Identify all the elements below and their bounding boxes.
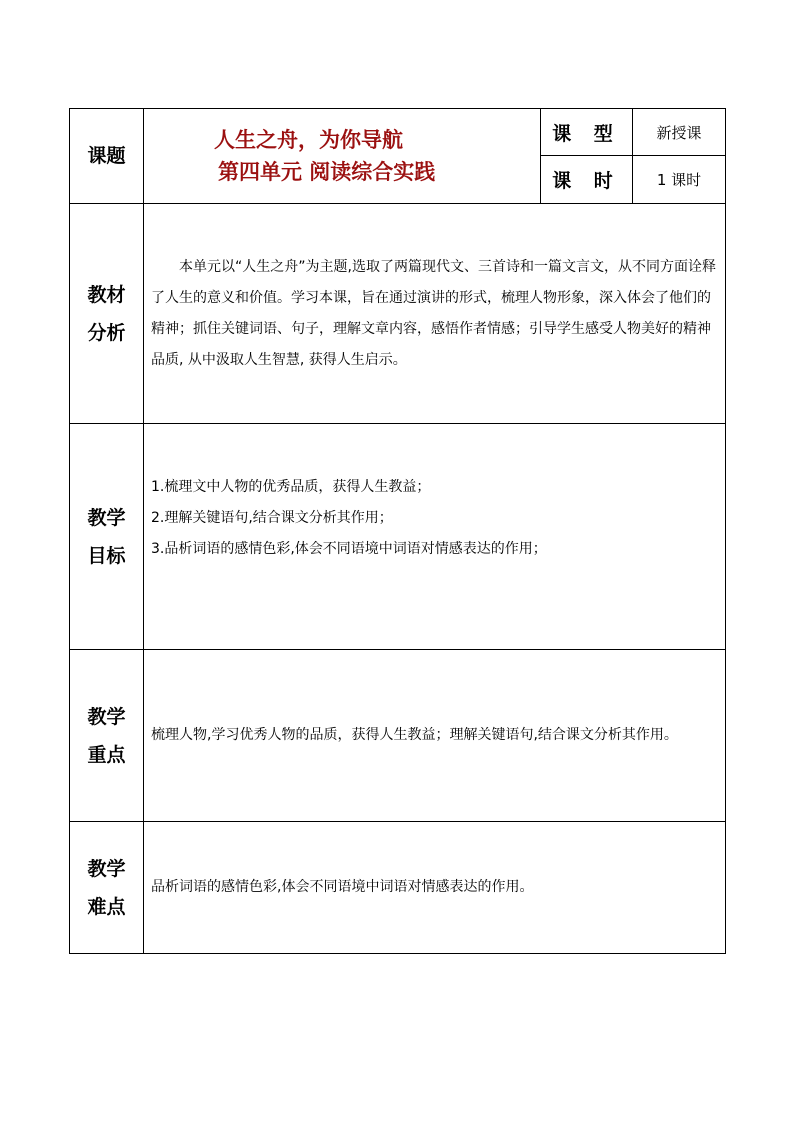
key-points-content: [144, 650, 726, 822]
key-points-label: 教学 重点: [70, 650, 144, 822]
goals-row: [70, 424, 726, 650]
goal-item: 3.品析词语的感情色彩,体会不同语境中词语对情感表达的作用；: [151, 541, 547, 557]
lesson-hours-value: 1 课时: [633, 156, 726, 204]
key-points-row: [70, 650, 726, 822]
analysis-content: [144, 204, 726, 424]
topic-label: 课题: [70, 109, 144, 204]
analysis-row: [70, 204, 726, 424]
lesson-hours-label: 课 时: [541, 156, 633, 204]
analysis-label: 教材 分析: [70, 204, 144, 424]
difficulties-label: 教学 难点: [70, 822, 144, 954]
lesson-title-line2: 第四单元 阅读综合实践: [218, 159, 436, 184]
lesson-title-line1: 人生之舟，为你导航: [214, 127, 403, 152]
lesson-type-value: 新授课: [633, 109, 726, 156]
goal-item: 1.梳理文中人物的优秀品质，获得人生教益；: [151, 479, 431, 495]
key-points-text: 梳理人物,学习优秀人物的品质，获得人生教益；理解关键语句,结合课文分析其作用。: [151, 727, 678, 743]
analysis-text: 本单元以“人生之舟”为主题,选取了两篇现代文、三首诗和一篇文言文，从不同方面诠释了人生的意义和价值。学习本课，旨在通过演讲的形式，梳理人物形象，深入体会了他们的精神；抓住关键词语、句子，理解文章内容，感悟作者情感；引导学生感受人物美好的精神品质, 从中汲取人生智慧, 获得人生启示。: [151, 258, 716, 368]
lesson-type-label: 课 型: [541, 109, 633, 156]
goals-content: [144, 424, 726, 650]
goal-item: 2.理解关键语句,结合课文分析其作用；: [151, 510, 393, 526]
difficulties-text: 品析词语的感情色彩,体会不同语境中词语对情感表达的作用。: [151, 879, 534, 895]
goals-label: 教学 目标: [70, 424, 144, 650]
lesson-plan-table: [69, 108, 726, 954]
difficulties-row: [70, 822, 726, 954]
difficulties-content: [144, 822, 726, 954]
lesson-title: [144, 109, 541, 204]
header-row-1: [70, 109, 726, 156]
